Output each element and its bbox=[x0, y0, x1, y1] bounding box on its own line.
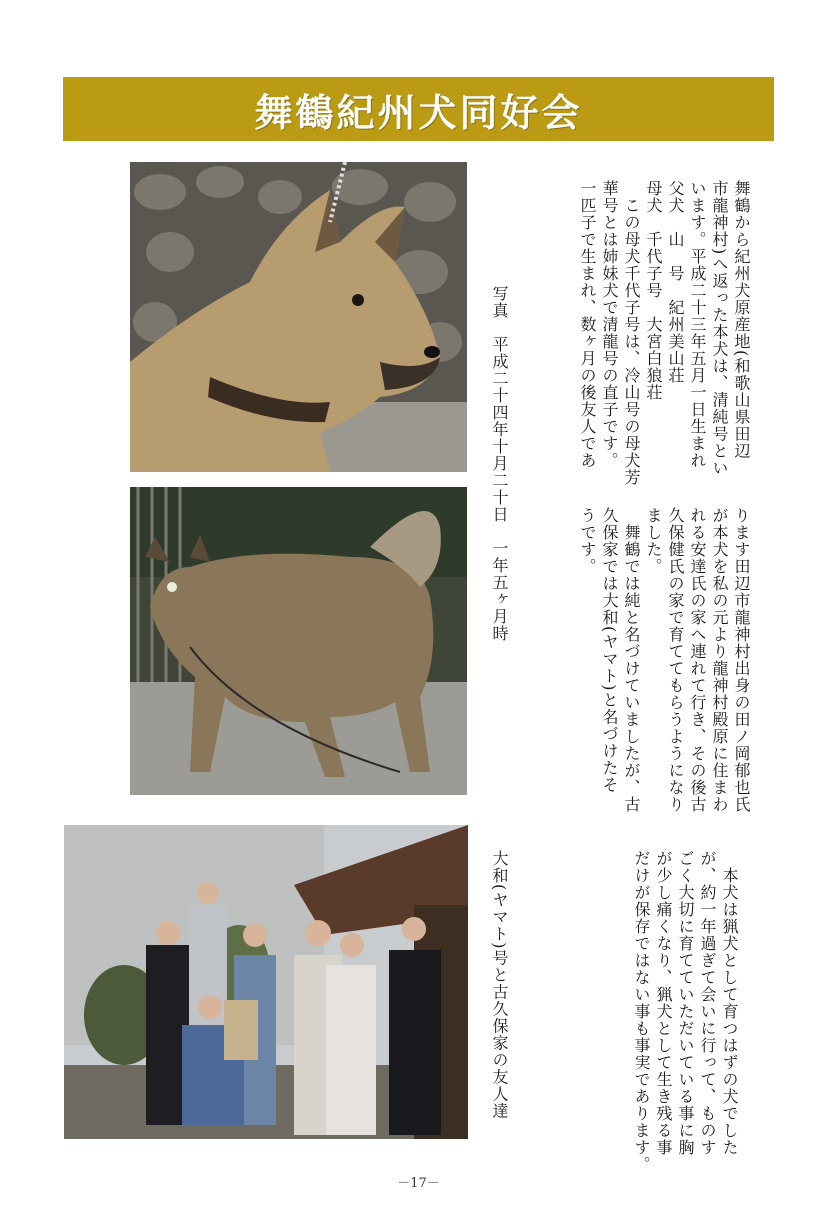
photo-caption-date: 写真 平成二十四年十月二十日 一年五ヶ月時 bbox=[490, 285, 509, 642]
dog-portrait-photo bbox=[130, 162, 467, 472]
photo-caption-group: 大和(ヤマト)号と古久保家の友人達 bbox=[490, 850, 509, 1120]
dog-standing-photo bbox=[130, 487, 467, 795]
article-paragraph-top: 舞鶴から紀州犬原産地(和歌山県田辺 市龍神村)へ返った本犬は、清純号とい います。平成二十三年五月一日生まれ 父犬 山 号 紀州美山荘 母犬 千代子号 大宮白狼荘 この母犬千代子号は、冷山号の母犬芳 華号とは姉妹犬で清龍号の直子です。 一匹子で生まれ、数ヶ月の後友人であ bbox=[578, 180, 751, 486]
article-paragraph-bottom: 本犬は猟犬として育つはずの犬でした が、約一年過ぎて会いに行って、ものす ごく大切に育てていただいている事に胸 が少し痛くなり、猟犬として生き残る事 だけが保存ではない事も事実であります。 bbox=[632, 850, 739, 1173]
group-photo bbox=[64, 825, 468, 1139]
page-number: －17－ bbox=[397, 1176, 440, 1191]
article-paragraph-middle: ります田辺市龍神村出身の田ノ岡郁也氏 が本犬を私の元より龍神村殿原に住まわ れる安達氏の家へ連れて行き、その後古 久保健氏の家で育ててもらうようになり ました。 舞鶴では純と名づけていましたが、古 久保家では大和(ヤマト)と名づけたそ うです。 bbox=[578, 507, 751, 813]
page-title: 舞鶴紀州犬同好会 bbox=[254, 90, 583, 135]
title-banner bbox=[63, 77, 774, 141]
